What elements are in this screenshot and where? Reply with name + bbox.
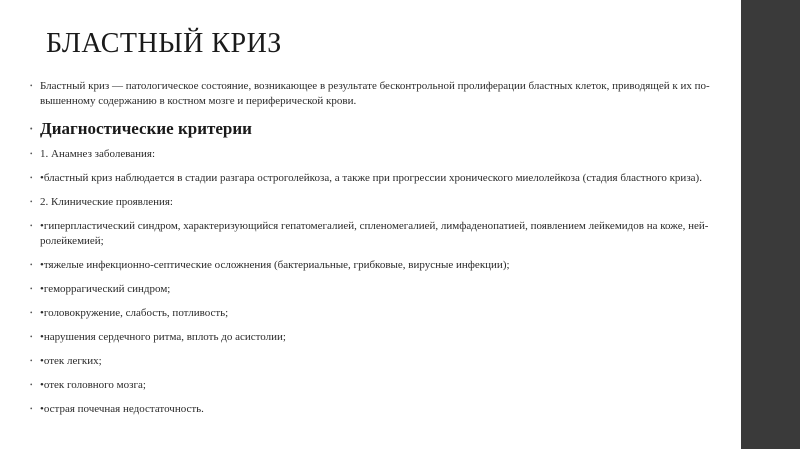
list-item-text: •головокружение, слабость, потливость;: [40, 307, 229, 319]
bullet-icon: •: [30, 174, 33, 182]
list-item: [30, 219, 710, 249]
section-heading-text: Диагностические критерии: [40, 119, 252, 138]
bullet-icon: •: [30, 333, 33, 341]
definition-text: Бластный криз — патологическое состояние, возникающее в результате бесконтрольной пролиферации бластных клеток, приводящей к их по-вышенному содержанию в костном мозге и периферической крови.: [40, 80, 710, 107]
slide-content: [30, 79, 710, 417]
list-item: [30, 258, 710, 273]
list-item-text: •отек головного мозга;: [40, 379, 146, 391]
list-item-text: •острая почечная недостаточность.: [40, 403, 204, 415]
list-item-text: •отек легких;: [40, 355, 102, 367]
list-item: [30, 402, 710, 417]
list-item-text: •нарушения сердечного ритма, вплоть до асистолии;: [40, 331, 286, 343]
list-item-text: 2. Клинические проявления:: [40, 196, 173, 208]
bullet-icon: •: [30, 125, 33, 133]
bullet-icon: •: [30, 309, 33, 317]
bullet-icon: •: [30, 381, 33, 389]
list-item-text: 1. Анамнез заболевания:: [40, 148, 156, 160]
bullet-icon: •: [30, 222, 33, 230]
bullet-icon: •: [30, 198, 33, 206]
list-item: [30, 195, 710, 210]
definition-paragraph: [30, 79, 710, 109]
bullet-icon: •: [30, 285, 33, 293]
list-item-text: •тяжелые инфекционно-септические осложнения (бактериальные, грибковые, вирусные инфекции);: [40, 259, 510, 271]
list-item: [30, 282, 710, 297]
list-item-text: •геморрагический синдром;: [40, 283, 171, 295]
list-item: [30, 354, 710, 369]
bullet-icon: •: [30, 261, 33, 269]
list-item: [30, 147, 710, 162]
list-item: [30, 378, 710, 393]
bullet-icon: •: [30, 82, 33, 90]
list-item-text: •бластный криз наблюдается в стадии разгара остроголейкоза, а также при прогрессии хронического миелолейкоза (стадия бластного криза).: [40, 172, 702, 184]
list-item: [30, 171, 710, 186]
bullet-icon: •: [30, 150, 33, 158]
bullet-icon: •: [30, 357, 33, 365]
list-item: [30, 330, 710, 345]
right-side-bar: [741, 0, 800, 449]
section-heading: [30, 118, 710, 140]
slide-title: БЛАСТНЫЙ КРИЗ: [46, 28, 282, 59]
list-item-text: •гиперпластический синдром, характеризующийся гепатомегалией, спленомегалией, лимфаденопатией, появлением лейкемидов на коже, ней-ролейкемией;: [40, 220, 709, 247]
bullet-icon: •: [30, 405, 33, 413]
list-item: [30, 306, 710, 321]
